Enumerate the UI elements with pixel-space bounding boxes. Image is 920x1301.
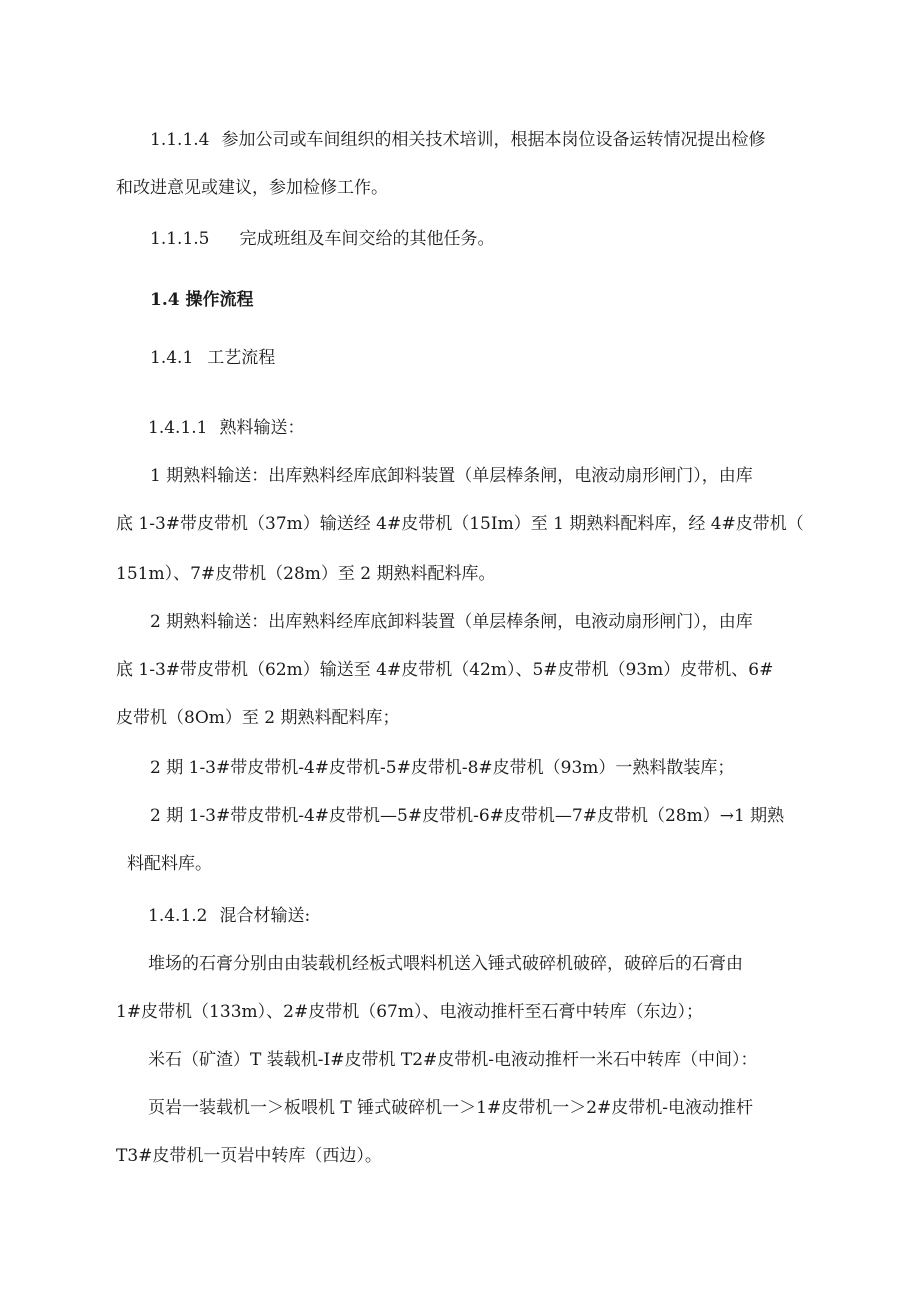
gypsum-line-1: 堆场的石膏分别由由装载机经板式喂料机送入锤式破碎机破碎，破碎后的石膏由 xyxy=(148,954,743,974)
heading-1-4-1-1: 1.4.1.1 熟料输送： xyxy=(148,418,305,438)
phase1-clinker-line-2: 底 1-3#带皮带机（37m）输送经 4#皮带机（15Im）至 1 期熟料配料库，经 4#皮带机（ xyxy=(116,514,804,534)
phase2-clinker-line-3: 皮带机（8Om）至 2 期熟料配料库； xyxy=(116,708,400,728)
phase1-clinker-line-1: 1 期熟料输送：出库熟料经库底卸料装置（单层棒条闸，电液动扇形闸门），由库 xyxy=(150,466,753,486)
gypsum-line-2: 1#皮带机（133m）、2#皮带机（67m）、电液动推杆至石膏中转库（东边）； xyxy=(116,1002,703,1022)
shale-route-line-1: 页岩一装载机一＞板喂机 T 锤式破碎机一＞1#皮带机一＞2#皮带机-电液动推杆 xyxy=(148,1098,754,1118)
phase2-clinker-line-2: 底 1-3#带皮带机（62m）输送至 4#皮带机（42m）、5#皮带机（93m）皮带机、6# xyxy=(116,660,774,680)
heading-1-4-1: 1.4.1 工艺流程 xyxy=(150,348,276,368)
paragraph-1-1-1-4-line-1: 1.1.1.4 参加公司或车间组织的相关技术培训，根据本岗位设备运转情况提出检修 xyxy=(150,130,766,150)
route-phase1-line-2: 料配料库。 xyxy=(127,854,212,874)
phase1-clinker-line-3: 151m）、7#皮带机（28m）至 2 期熟料配料库。 xyxy=(116,564,496,584)
paragraph-1-1-1-4-line-2: 和改进意见或建议，参加检修工作。 xyxy=(116,178,388,198)
slag-route: 米石（矿渣）T 装载机-I#皮带机 T2#皮带机-电液动推杆一米石中转库（中间）： xyxy=(148,1050,758,1070)
section-number: 1.4.1.2 xyxy=(148,906,208,926)
paragraph-1-1-1-5: 1.1.1.5 完成班组及车间交给的其他任务。 xyxy=(150,229,495,249)
route-bulk-warehouse: 2 期 1-3#带皮带机-4#皮带机-5#皮带机-8#皮带机（93m）一熟料散装库； xyxy=(150,758,735,778)
heading-1-4-1-2: 1.4.1.2 混合材输送: xyxy=(148,906,311,926)
section-number: 1.4.1 xyxy=(150,348,194,368)
shale-route-line-2: T3#皮带机一页岩中转库（西边）。 xyxy=(116,1146,382,1166)
section-number: 1.1.1.5 xyxy=(150,229,210,249)
route-phase1-line-1: 2 期 1-3#带皮带机-4#皮带机—5#皮带机-6#皮带机—7#皮带机（28m）→1 期熟 xyxy=(150,806,785,826)
section-number: 1.1.1.4 xyxy=(150,130,210,150)
phase2-clinker-line-1: 2 期熟料输送：出库熟料经库底卸料装置（单层棒条闸，电液动扇形闸门），由库 xyxy=(150,612,753,632)
heading-1-4: 1.4 操作流程 xyxy=(150,290,254,310)
section-number: 1.4.1.1 xyxy=(148,418,208,438)
